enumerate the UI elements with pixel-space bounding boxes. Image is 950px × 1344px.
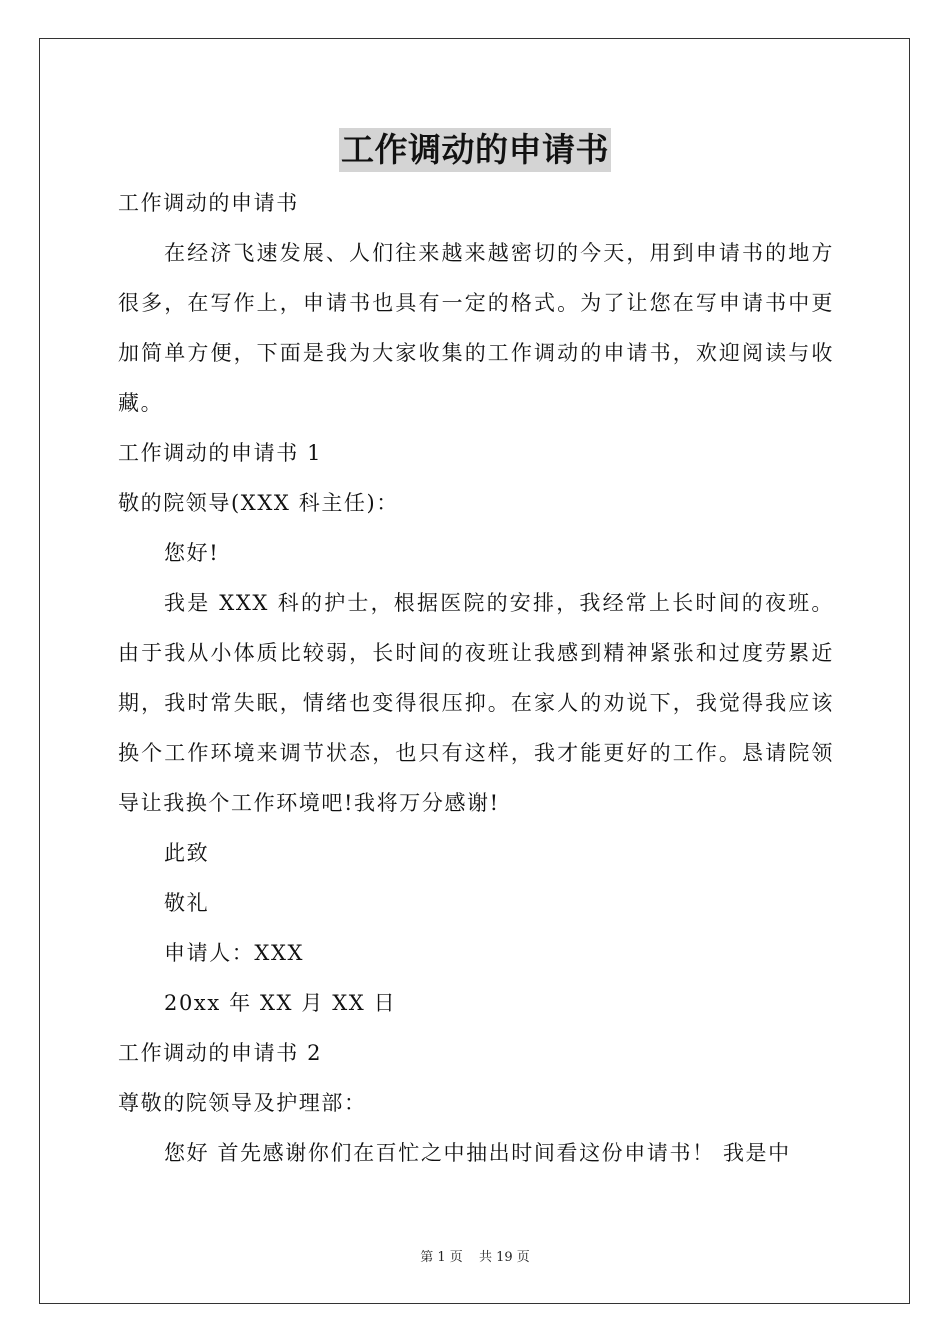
paragraph: 您好 首先感谢你们在百忙之中抽出时间看这份申请书！ 我是中 <box>164 1141 791 1165</box>
paragraph: 申请人：XXX <box>164 941 305 965</box>
page-total: 共 19 页 <box>478 1250 530 1265</box>
paragraph: 工作调动的申请书 2 <box>118 1041 323 1065</box>
page-number: 第 1 页 <box>420 1250 463 1265</box>
paragraph: 工作调动的申请书 <box>118 191 299 215</box>
document-body <box>118 178 834 1178</box>
document-title-text: 工作调动的申请书 <box>339 128 611 172</box>
page-footer <box>0 1246 950 1265</box>
paragraph: 工作调动的申请书 1 <box>118 441 323 465</box>
paragraph: 此致 <box>164 841 210 865</box>
paragraph: 您好! <box>164 541 220 565</box>
paragraph: 敬礼 <box>164 891 210 915</box>
document-title <box>0 128 950 178</box>
paragraph: 20xx 年 XX 月 XX 日 <box>164 991 397 1015</box>
paragraph: 尊敬的院领导及护理部： <box>118 1091 367 1115</box>
paragraph: 我是 XXX 科的护士，根据医院的安排，我经常上长时间的夜班。由于我从小体质比较弱，长时间的夜班让我感到精神紧张和过度劳累近期，我时常失眠，情绪也变得很压抑。在家人的劝说下，我觉得我应该换个工作环境来调节状态，也只有这样，我才能更好的工作。恳请院领导让我换个工作环境吧!我将万分感谢! <box>118 591 834 815</box>
paragraph: 在经济飞速发展、人们往来越来越密切的今天，用到申请书的地方很多，在写作上，申请书也具有一定的格式。为了让您在写申请书中更加简单方便，下面是我为大家收集的工作调动的申请书，欢迎阅读与收藏。 <box>118 241 834 415</box>
paragraph: 敬的院领导(XXX 科主任)： <box>118 491 399 515</box>
